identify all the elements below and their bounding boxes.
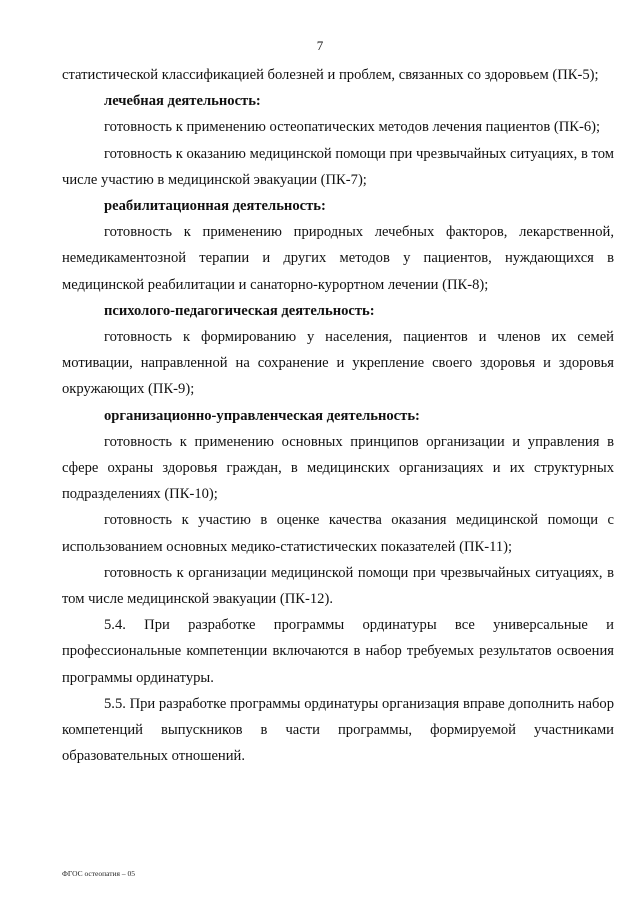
paragraph-pk11: готовность к участию в оценке качества оказания медицинской помощи с использованием основных медико-статистических показателей (ПК-11); — [62, 512, 614, 555]
document-body — [62, 62, 614, 769]
heading-psychology-pedagogy: психолого-педагогическая деятельность: — [104, 302, 375, 319]
paragraph-pk9: готовность к формированию у населения, пациентов и членов их семей мотивации, направленной на сохранение и укрепление своего здоровья и здоровья окружающих (ПК-9); — [62, 329, 614, 398]
paragraph-5-4: 5.4. При разработке программы ординатуры все универсальные и профессиональные компетенции включаются в набор требуемых результатов освоения программы ординатуры. — [62, 617, 614, 686]
paragraph-pk10: готовность к применению основных принципов организации и управления в сфере охраны здоровья граждан, в медицинских организациях и их структурных подразделениях (ПК-10); — [62, 433, 614, 503]
paragraph-pk5-end: статистической классификацией болезней и проблем, связанных со здоровьем (ПК-5); — [62, 67, 599, 83]
heading-organization-management: организационно-управленческая деятельность: — [104, 407, 420, 424]
paragraph-5-5: 5.5. При разработке программы ординатуры организация вправе дополнить набор компетенций выпускников в части программы, формируемой участниками образовательных отношений. — [62, 695, 614, 765]
paragraph-pk12: готовность к организации медицинской помощи при чрезвычайных ситуациях, в том числе медицинской эвакуации (ПК-12). — [62, 564, 614, 608]
heading-treatment: лечебная деятельность: — [104, 93, 261, 110]
page-number: 7 — [316, 38, 324, 53]
paragraph-pk7: готовность к оказанию медицинской помощи при чрезвычайных ситуациях, в том числе участию в медицинской эвакуации (ПК-7); — [62, 145, 614, 188]
paragraph-pk8: готовность к применению природных лечебных факторов, лекарственной, немедикаментозной терапии и других методов у пациентов, нуждающихся в медицинской реабилитации и санаторно-курортном лечении (ПК-8); — [62, 224, 614, 293]
page-footer: ФГОС остеопатия – 05 — [62, 869, 135, 878]
paragraph-pk6: готовность к применению остеопатических методов лечения пациентов (ПК-6); — [104, 119, 601, 136]
heading-rehabilitation: реабилитационная деятельность: — [104, 198, 326, 215]
